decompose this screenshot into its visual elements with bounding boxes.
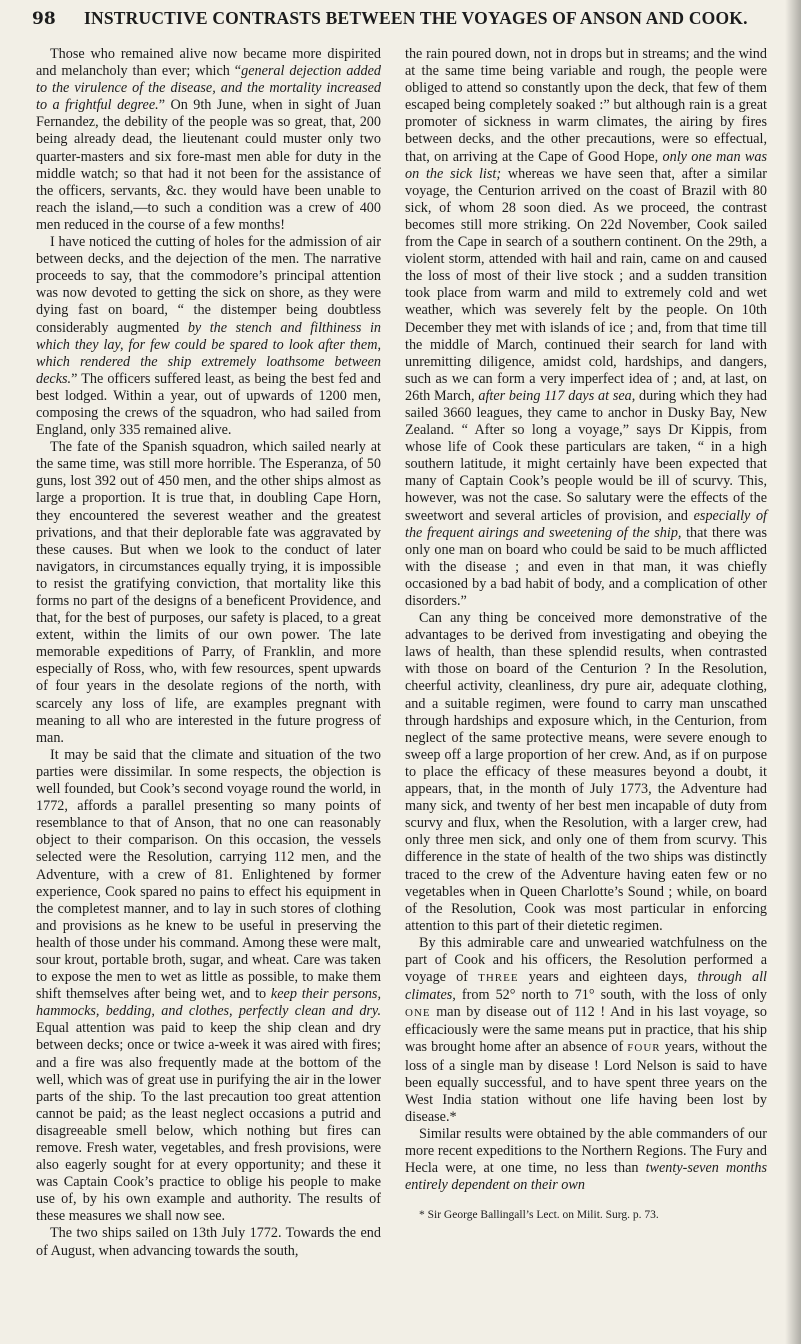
small-caps-run: THREE [478,972,519,985]
page-number: 98 [32,9,56,29]
text-run: The fate of the Spanish squadron, which sailed nearly at the same time, was still more horrible. The Esperanza, of 50 guns, lost 392 out of 450 men, and the other ships almost as large a proportion. It is true that, in doubling Cape Horn, they encountered the severest weather and the greatest privations, and that their deplorable fate was aggravated by these causes. But when we look to the conduct of later navigators, in circumstances equally trying, it is impossible to resist the gratifying conviction, that mortality like this forms no part of the designs of a beneficent Providence, and that, for the best of purposes, our safety is placed, to a great extent, within the limits of our own power. The late memorable expeditions of Parry, of Franklin, and more especially of Ross, who, with few resources, spent upwards of four years in the desolate regions of the north, with scarcely any loss of life, are examples pregnant with meaning to all who are interested in the future progress of man. [36,439,381,746]
text-run: Can any thing be conceived more demonstrative of the advantages to be derived from investigating and obeying the laws of health, than these splendid results, when contrasted with those on board of the Centurion ? In the Resolution, cheerful activity, cleanliness, dry pure air, adequate clothing, and a suitable regimen, were found to carry man unscathed through hardships and exposure which, in the Centurion, from neglect of the same protective means, were severe enough to sweep off a large proportion of her crew. And, as if on purpose to place the efficacy of these measures beyond a doubt, it appears, that, in the month of July 1773, the Adventure had many sick, and twenty of her best men incapable of duty from scurvy and flux, when the Resolution, with a larger crew, had only three men sick, and only one of them from scurvy. This difference in the state of health of the two ships was distinctly traced to the crew of the Adventure having eaten few or no vegetables when in Queen Charlotte’s Sound ; while, on board of the Resolution, Cook was most particular in enforcing attention to this part of their dietetic regimen. [405,610,767,934]
paragraph [36,439,381,747]
text-run: whereas we have seen that, after a similar voyage, the Centurion arrived on the coast of Brazil with 80 sick, of whom 28 soon died. As we proceed, the contrast becomes still more striking. On 22d November, Cook sailed from the Cape in search of a southern continent. On the 29th, a violent storm, attended with hail and rain, came on and caused the loss of most of their live stock ; and a sudden transition took place from warm and mild to extremely cold and wet weather, which was severely felt by the people. On 10th December they met with islands of ice ; and, from that time till the middle of March, continued their search for land with unremitting diligence, amidst cold, hardships, and dangers, such as we can form a very imperfect idea of ; and, at last, on 26th March, [405,165,767,404]
running-head: INSTRUCTIVE CONTRASTS BETWEEN THE VOYAGES OF ANSON AND COOK. [84,8,748,28]
italic-run: twenty-seven months entirely dependent on their own [405,1160,767,1194]
text-run: It may be said that the climate and situation of the two parties were dissimilar. In some respects, the objection is well founded, but Cook’s second voyage round the world, in 1772, affords a parallel presenting so many points of resemblance to that of Anson, that no one can reasonably object to their comparison. On this occasion, the vessels selected were the Resolution, carrying 112 men, and the Adventure, with a crew of 81. Enlightened by former experience, Cook spared no pains to effect his equipment in the completest manner, and to lay in such stores of clothing and provisions as he knew to be useful in preserving the health of those under his command. Among these were malt, sour krout, portable broth, sugar, and wheat. Care was taken to expose the men to wet as little as possible, to make them shift themselves after being wet, and to [36,746,381,1003]
text-run: during which they had sailed 3660 leagues, they came to anchor in Dusky Bay, New Zealand. “ After so long a voyage,” says Dr Kippis, from whose life of Cook these particulars are taken, “ in a high southern latitude, it might certainly have been expected that many of Captain Cook’s people would be ill of scurvy. This, however, was not the case. So salutary were the effects of the sweetwort and several articles of provision, and [405,387,768,524]
italic-run: through all climates, [405,969,767,1004]
italic-run: only one man was on the sick list; [405,148,767,182]
text-run: the rain poured down, not in drops but in streams; and the wind at the same time being variable and rough, the people were obliged to attend so constantly upon the deck, that few of them escaped being completely soaked :” but although rain is a great promoter of sickness in warm climates, the airing by fires between decks, and the other precautions, were so effectual, that, on arriving at the Cape of Good Hope, [405,46,767,165]
text-run: years and eighteen days, [518,969,698,986]
italic-run: after being 117 days at sea, [478,387,636,404]
text-run: Equal attention was paid to keep the ship clean and dry between decks; once or twice a-week it was aired with fires; and a fire was also frequently made at the bottom of the well, which was of great use in purifying the air in the lower parts of the ship. To the last precaution too great attention cannot be paid; as the least neglect occasions a putrid and disagreeable smell below, which nothing but fires can remove. Fresh water, vegetables, and fresh provisions, were also eagerly sought for at every opportunity; and these it was Captain Cook’s practice to oblige his people to make use of, by his own example and authority. The results of these measures we shall now see. [36,1020,381,1225]
italic-run: especially of the frequent airings and sweetening of the ship, [405,507,767,541]
italic-run: by the stench and filthiness in which they lay, for few could be spared to look after them, which rendered the ship extremely loathsome between decks. [36,319,382,387]
italic-run: general dejection added to the virulence of the disease, and the mortality increased to a frightful degree. [36,63,381,114]
text-run: I have noticed the cutting of holes for the admission of air between decks, and the dejection of the men. The narrative proceeds to say, that the commodore’s principal attention was now devoted to getting the sick on shore, as they were dying fast on board, “ the distemper being doubtless considerably augmented [36,234,381,336]
right-column [405,46,767,1222]
text-run: By this admirable care and unwearied watchfulness on the part of Cook and his officers, the Resolution performed a voyage of [405,934,767,986]
text-run: from 52° north to 71° south, with the loss of only [455,987,767,1004]
paragraph [405,935,767,1126]
paragraph [36,1225,381,1259]
text-run: The two ships sailed on 13th July 1772. Towards the end of August, when advancing towards the south, [36,1225,381,1259]
page-edge-shadow [785,0,801,1344]
text-run: man by disease out of 112 ! And in his last voyage, so efficaciously were the same means put in practice, that his ship was brought home after an absence of [405,1004,767,1056]
paragraph [36,234,381,439]
text-run: ” On 9th June, when in sight of Juan Fernandez, the debility of the people was so great, that, 200 being already dead, the lieutenant could muster only two quarter-masters and six fore-mast men able for duty in the middle watch; so that had it not been for the assistance of the officers, servants, &c. they would have been unable to reach the island,—to such a condition was a crew of 400 men reduced in the course of a few months! [36,97,381,233]
text-run: Those who remained alive now became more dispirited and melancholy than ever; which “ [36,46,381,80]
footnote: * Sir George Ballingall’s Lect. on Milit. Surg. p. 73. [419,1209,659,1222]
page-header [32,8,787,38]
text-run: years, without the loss of a single man by disease ! Lord Nelson is said to have been equally successful, and to have spent three years on the West India station without one life having been lost by disease.* [405,1039,767,1125]
text-run: that there was only one man on board who could be said to be much afflicted with the disease ; and even in that man, it was chiefly occasioned by a bad habit of body, and a complication of other disorders.” [405,524,767,609]
paragraph [405,46,767,610]
paragraph [36,46,381,234]
paragraph [36,747,381,1226]
small-caps-run: ONE [405,1007,431,1020]
left-column [36,46,381,1260]
italic-run: keep their persons, hammocks, bedding, and clothes, perfectly clean and dry. [36,986,381,1020]
paragraph [405,610,767,935]
small-caps-run: FOUR [627,1042,661,1055]
text-run: ” The officers suffered least, as being the best fed and best lodged. Within a year, out of upwards of 1200 men, composing the crews of the squadron, who had sailed from England, only 335 remained alive. [36,370,381,439]
text-run: Similar results were obtained by the able commanders of our more recent expeditions to the Northern Regions. The Fury and Hecla were, at one time, no less than [405,1125,767,1177]
paragraph [405,1126,767,1194]
